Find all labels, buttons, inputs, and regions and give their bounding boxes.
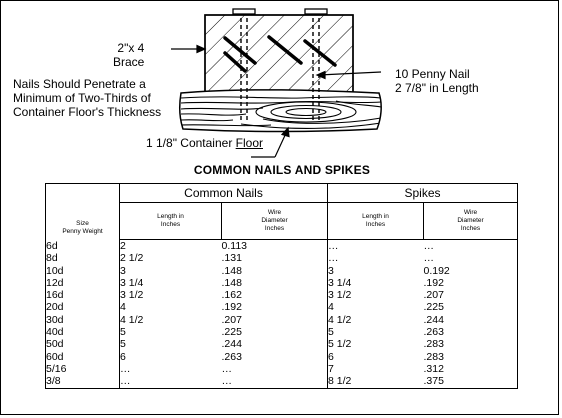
common-length-cell: 3 1/2 [120, 289, 222, 301]
size-cell: 6d [46, 240, 120, 253]
spikes-length-cell: 5 1/2 [328, 338, 424, 350]
size-cell: 16d [46, 289, 120, 301]
common-diameter-header [222, 203, 328, 240]
common-diameter-cell: .162 [221, 289, 242, 302]
spikes-length-cell: 3 [328, 265, 424, 277]
common-length-cell: 4 [120, 301, 222, 313]
common-length-cell: 5 [120, 338, 222, 350]
table-row [46, 351, 518, 363]
size-cell: 50d [46, 338, 120, 350]
common-diameter-cell: 0.113 [221, 240, 247, 252]
size-cell: 12d [46, 277, 120, 289]
spikes-diameter-cell: .244 [424, 314, 518, 326]
spikes-diameter-header [424, 203, 518, 240]
spikes-diameter-cell: … [424, 240, 518, 253]
spikes-length-cell: 3 1/2 [328, 289, 424, 301]
spikes-diameter-cell: .225 [424, 301, 518, 313]
table-row [46, 301, 518, 313]
spikes-length-cell: 8 1/2 [328, 375, 424, 388]
container-floor [180, 90, 381, 132]
common-length-cell: 3 [120, 265, 222, 277]
spikes-diameter-cell: 0.192 [424, 265, 518, 277]
spikes-diameter-text: Wire Diameter Inches [457, 209, 484, 232]
spikes-diameter-cell: … [424, 252, 518, 264]
size-header-text: Size Penny Weight [62, 219, 103, 235]
size-cell: 5/16 [46, 363, 120, 375]
nail-label [395, 67, 479, 95]
spikes-diameter-cell: .375 [424, 375, 518, 388]
table-row [46, 289, 518, 301]
common-nails-header: Common Nails [120, 184, 328, 203]
table-title: COMMON NAILS AND SPIKES [193, 163, 371, 177]
common-diameter-cell: .131 [221, 252, 242, 265]
table-row [46, 314, 518, 326]
spikes-length-cell: 4 [328, 301, 424, 313]
spikes-length-cell: 4 1/2 [328, 314, 424, 326]
common-length-cell: 4 1/2 [120, 314, 222, 326]
common-diameter-text: Wire Diameter Inches [261, 209, 288, 232]
nails-note [13, 77, 161, 119]
size-cell: 3/8 [46, 375, 120, 388]
common-length-cell: 2 1/2 [120, 252, 222, 264]
floor-label-word: Floor [235, 136, 263, 150]
common-length-text: Length in Inches [157, 213, 184, 228]
common-diameter-cell: .148 [221, 276, 242, 289]
floor-label [146, 136, 263, 150]
common-length-cell: 2 [120, 240, 222, 253]
common-diameter-cell: … [221, 362, 232, 375]
size-cell: 8d [46, 252, 120, 264]
common-length-cell: 5 [120, 326, 222, 338]
common-length-cell: 6 [120, 351, 222, 363]
spikes-length-cell: 7 [328, 363, 424, 375]
common-diameter-cell: .225 [221, 326, 242, 339]
common-diameter-cell: .192 [221, 301, 242, 314]
size-header [46, 184, 120, 240]
common-diameter-cell: … [222, 375, 328, 388]
nails-table [45, 183, 518, 389]
table-row [46, 363, 518, 375]
size-cell: 20d [46, 301, 120, 313]
size-cell: 10d [46, 265, 120, 277]
table-row [46, 252, 518, 264]
floor-label-prefix: 1 1/8" Container [146, 136, 236, 150]
common-length-header [120, 203, 222, 240]
spikes-length-cell: 6 [328, 351, 424, 363]
nails-note-text: Nails Should Penetrate a Minimum of Two-Thirds of Container Floor's Thickness [13, 77, 162, 119]
spikes-diameter-cell: .283 [424, 338, 518, 350]
table-row [46, 326, 518, 338]
table-row [46, 338, 518, 350]
spikes-length-cell: … [328, 252, 424, 264]
common-length-cell: … [120, 375, 222, 388]
spikes-diameter-cell: .207 [424, 289, 518, 301]
spikes-diameter-cell: .312 [424, 363, 518, 375]
size-cell: 60d [46, 351, 120, 363]
spikes-diameter-cell: .283 [424, 351, 518, 363]
spikes-length-cell: … [328, 240, 424, 253]
spikes-length-cell: 3 1/4 [328, 277, 424, 289]
size-cell: 40d [46, 326, 120, 338]
spikes-diameter-cell: .263 [424, 326, 518, 338]
table-body [46, 240, 518, 389]
brace-label [113, 41, 144, 69]
common-diameter-cell: .207 [221, 313, 242, 326]
common-diameter-cell: .244 [221, 338, 242, 351]
spikes-length-text: Length in Inches [362, 213, 389, 228]
spikes-header: Spikes [328, 184, 518, 203]
table-row [46, 277, 518, 289]
brace-label-text: 2"x 4 Brace [113, 41, 145, 69]
size-cell: 30d [46, 314, 120, 326]
table-row [46, 375, 518, 388]
table-row [46, 240, 518, 253]
spikes-diameter-cell: .192 [424, 277, 518, 289]
common-diameter-cell: .263 [221, 350, 242, 363]
table-row [46, 265, 518, 277]
spikes-length-cell: 5 [328, 326, 424, 338]
common-length-cell: 3 1/4 [120, 277, 222, 289]
spikes-length-header [328, 203, 424, 240]
common-diameter-cell: .148 [221, 264, 242, 277]
common-length-cell: … [120, 363, 222, 375]
nail-label-text: 10 Penny Nail 2 7/8" in Length [395, 67, 479, 95]
